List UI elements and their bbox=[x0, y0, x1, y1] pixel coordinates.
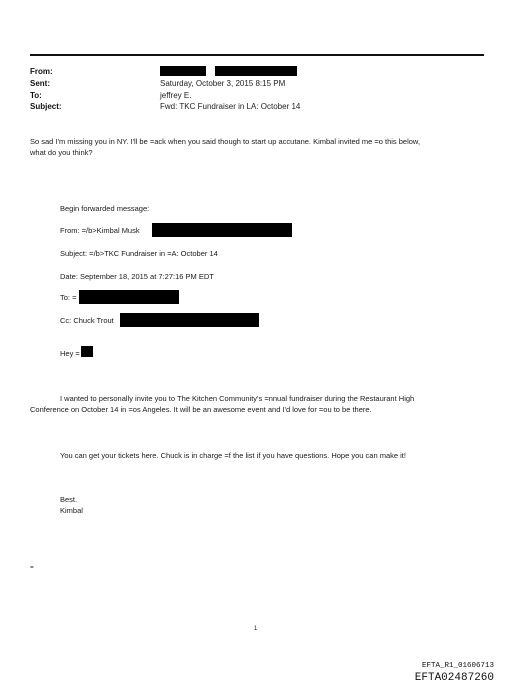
forwarded-subject: Subject: =/b>TKC Fundraiser in =A: October 14 bbox=[60, 249, 218, 258]
subject-label: Subject: bbox=[30, 102, 62, 111]
header-rule bbox=[30, 54, 484, 56]
redaction-greeting-name bbox=[81, 346, 93, 357]
tickets-line: You can get your tickets here. Chuck is in charge =f the list if you have questions. Hope you can make it! bbox=[60, 451, 406, 460]
subject-value: Fwd: TKC Fundraiser in LA: October 14 bbox=[160, 102, 301, 111]
forwarded-date: Date: September 18, 2015 at 7:27:16 PM EDT bbox=[60, 272, 214, 281]
sent-value: Saturday, October 3, 2015 8:15 PM bbox=[160, 79, 286, 88]
footer-ref-large: EFTA02487260 bbox=[414, 672, 494, 684]
footer-ref-small: EFTA_R1_01606713 bbox=[421, 662, 494, 670]
from-label: From: bbox=[30, 67, 53, 76]
invite-line-1: I wanted to personally invite you to The Kitchen Community's =nnual fundraiser during the Restaurant High bbox=[60, 394, 415, 403]
page-number: 1 bbox=[254, 626, 258, 632]
redaction-forwarded-to bbox=[79, 290, 179, 304]
body-line-1: So sad I'm missing you in NY. I'll be =ack when you said though to start up accutane. Kimbal invited me =o this below, bbox=[30, 137, 421, 146]
forwarded-cc: Cc: Chuck Trout bbox=[60, 316, 114, 325]
forwarded-to: To: = bbox=[60, 293, 77, 302]
forwarded-begin: Begin forwarded message: bbox=[60, 204, 150, 213]
closing-best: Best. bbox=[60, 495, 78, 504]
closing-signature: Kimbal bbox=[60, 506, 83, 515]
redaction-from-email bbox=[215, 66, 297, 76]
redaction-forwarded-cc bbox=[120, 313, 259, 327]
forwarded-greeting: Hey = bbox=[60, 349, 80, 358]
redaction-forwarded-from-email bbox=[152, 223, 292, 237]
redaction-from-name bbox=[160, 66, 206, 76]
sent-label: Sent: bbox=[30, 79, 50, 88]
to-label: To: bbox=[30, 91, 42, 100]
body-line-2: what do you think? bbox=[30, 148, 93, 157]
trailing-marker: = bbox=[30, 564, 34, 571]
to-value: jeffrey E. bbox=[160, 91, 192, 100]
invite-line-2: Conference on October 14 in =os Angeles. It will be an awesome event and I'd love for =ou to be there. bbox=[30, 405, 372, 414]
forwarded-from: From: =/b>Kimbal Musk bbox=[60, 226, 140, 235]
